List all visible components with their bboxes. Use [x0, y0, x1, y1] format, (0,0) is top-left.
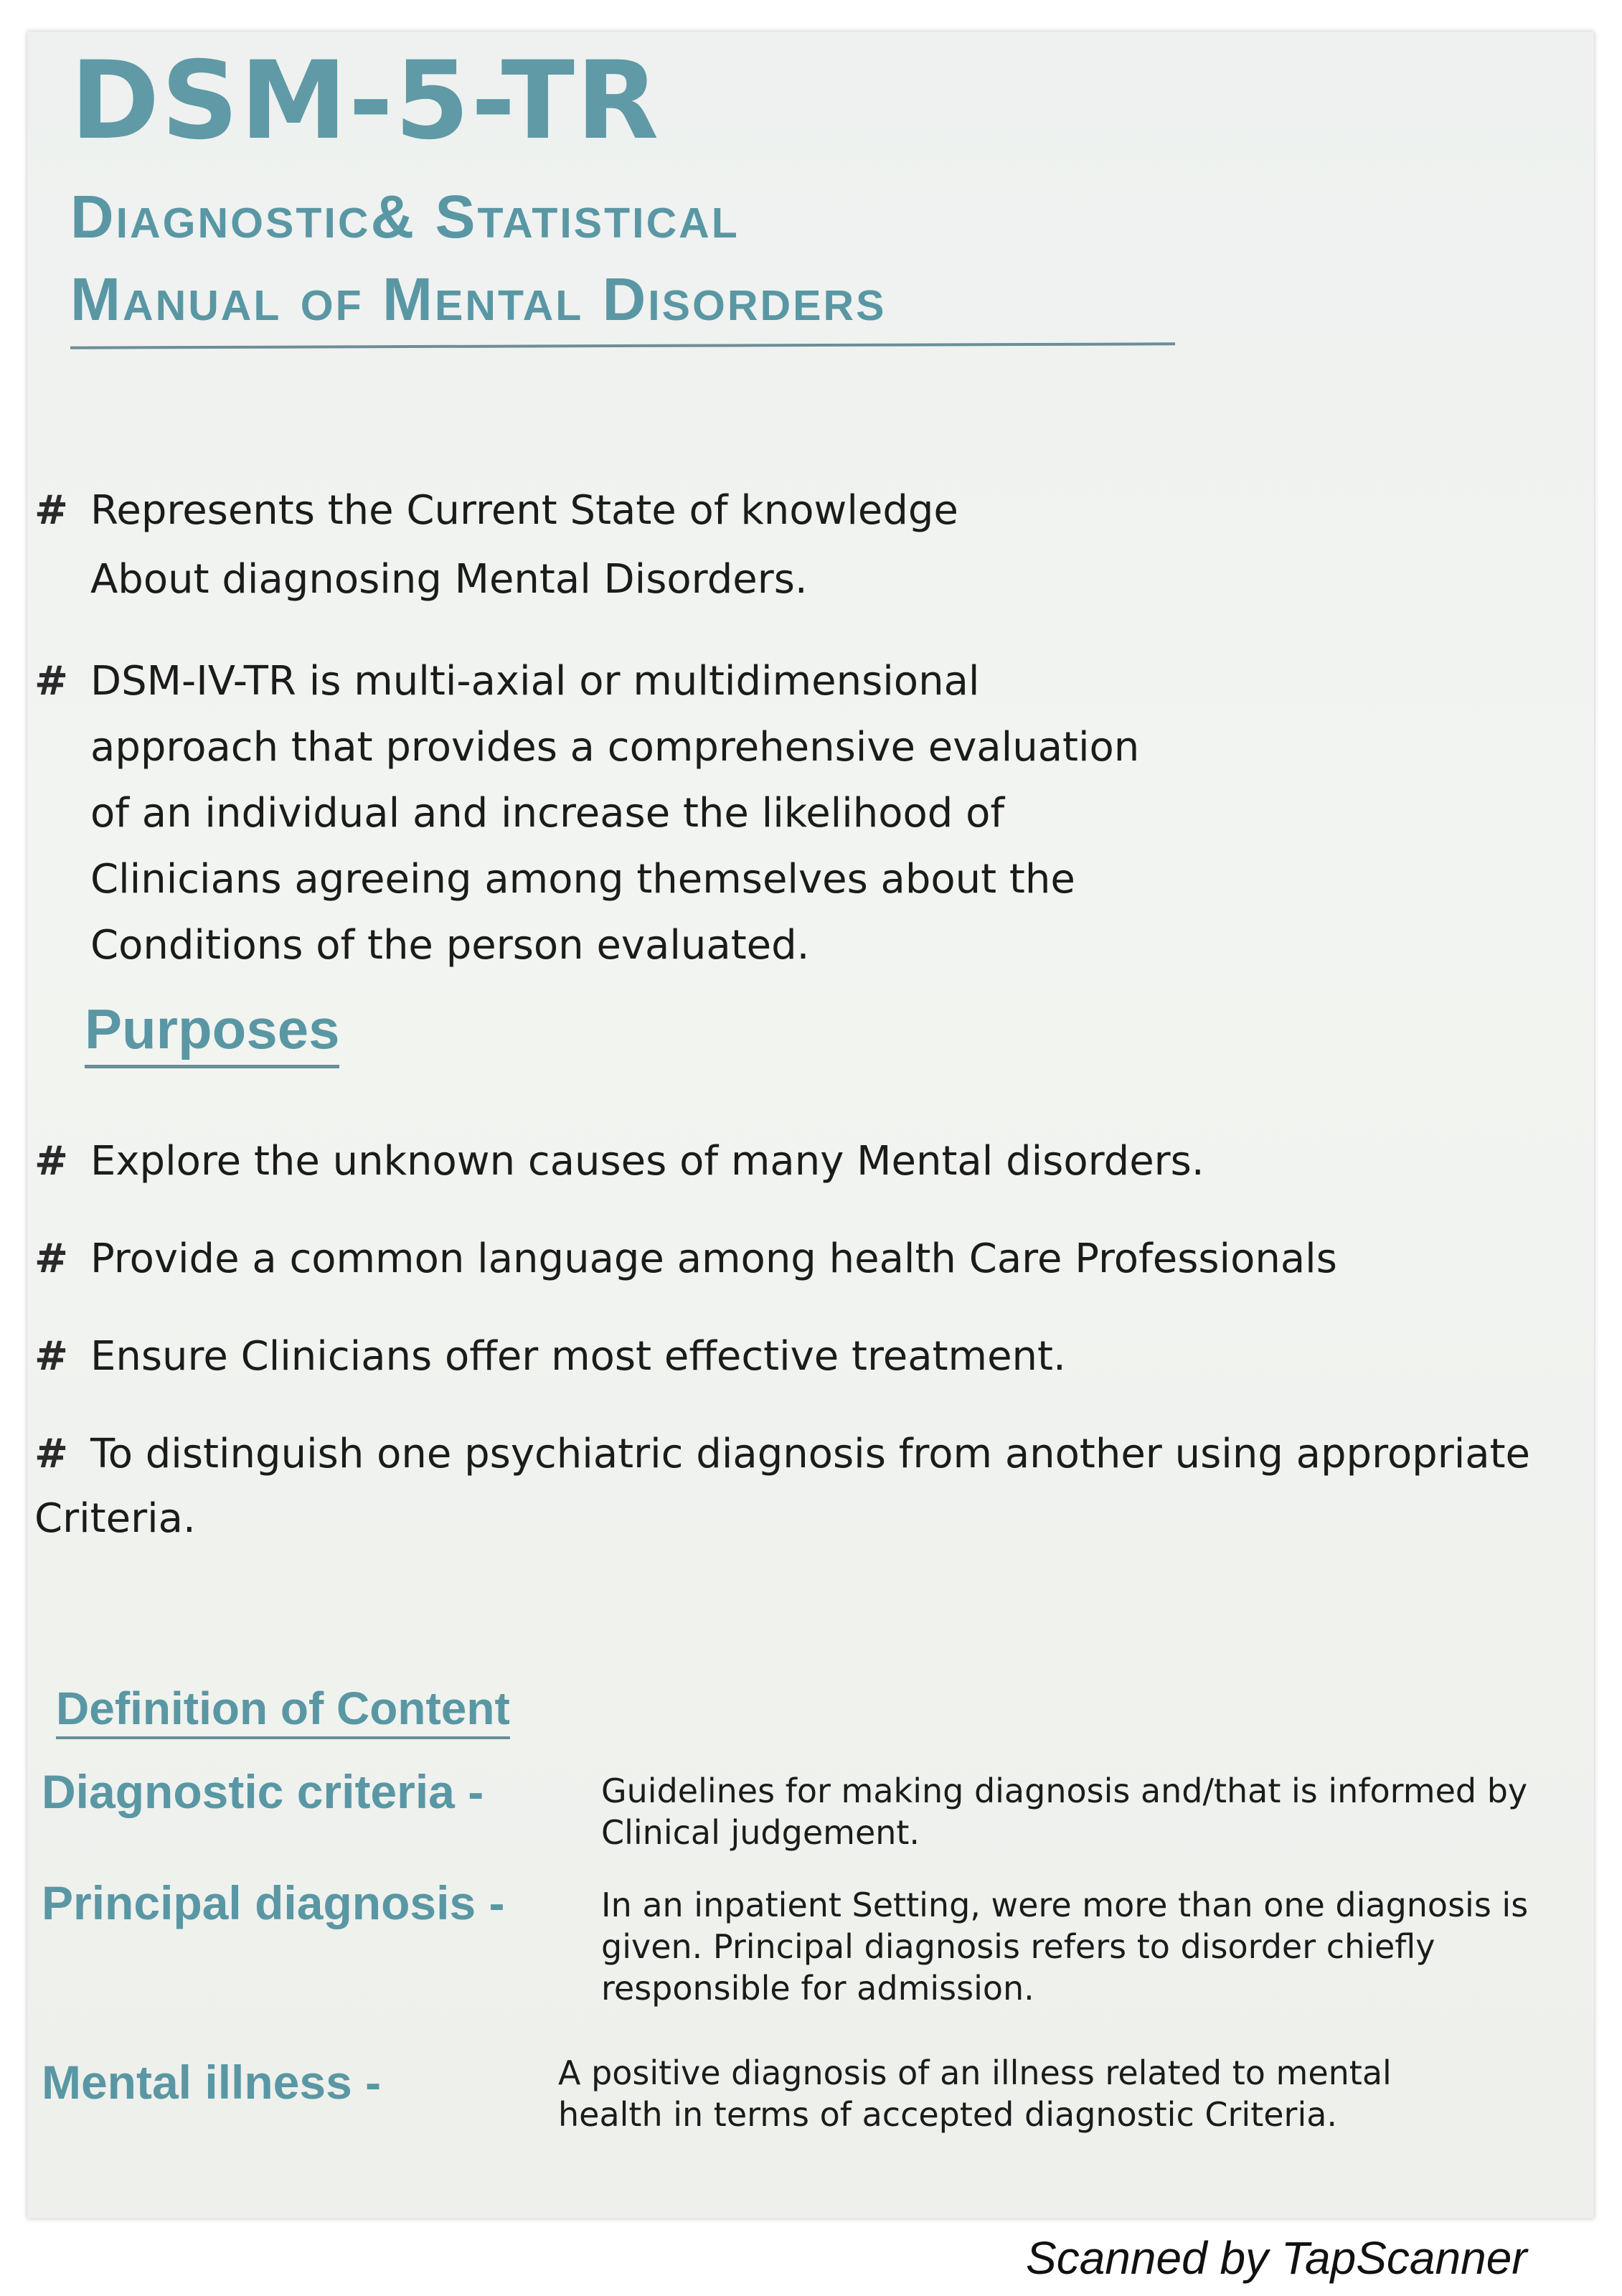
intro-2-line-1: DSM-IV-TR is multi-axial or multidimensional [90, 658, 980, 705]
definition-term: Principal diagnosis - [42, 1876, 505, 1929]
subtitle-line-2: Manual of Mental Disorders [70, 265, 887, 333]
intro-1-line-2: About diagnosing Mental Disorders. [90, 556, 808, 603]
definition-description: Guidelines for making diagnosis and/that is informed by Clinical judgement. [601, 1772, 1528, 1852]
purpose-text: Ensure Clinicians offer most effective treatment. [90, 1333, 1066, 1380]
intro-paragraph-2 [34, 649, 1541, 979]
hash-bullet: # [34, 487, 68, 534]
purposes-list [34, 1129, 1541, 1584]
intro-2-line-3: of an individual and increase the likelihood of [90, 790, 1005, 837]
hash-bullet: # [34, 1236, 68, 1282]
hash-bullet: # [34, 1333, 68, 1380]
definition-term: Diagnostic criteria - [42, 1765, 484, 1818]
definitions-heading: Definition of Content [56, 1682, 510, 1739]
hash-bullet: # [34, 658, 68, 705]
title-underline [70, 342, 1175, 349]
hash-bullet: # [34, 1431, 68, 1477]
definition-description: In an inpatient Setting, were more than one diagnosis is given. Principal diagnosis refers to disorder chiefly responsible for admission. [601, 1886, 1529, 2008]
intro-2-line-2: approach that provides a comprehensive evaluation [90, 724, 1140, 771]
intro-paragraph-1 [34, 476, 1541, 614]
purposes-heading: Purposes [85, 997, 339, 1068]
list-item [34, 1422, 1541, 1551]
intro-2-line-5: Conditions of the person evaluated. [90, 922, 810, 969]
purpose-text: To distinguish one psychiatric diagnosis from another using appropriate Criteria. [34, 1431, 1531, 1542]
subtitle-line-1: Diagnostic& Statistical [70, 183, 740, 250]
page-title: DSM-5-TR [70, 39, 661, 164]
hash-bullet: # [34, 1138, 68, 1185]
scanner-watermark: Scanned by TapScanner [1026, 2232, 1527, 2284]
purpose-text: Explore the unknown causes of many Mental disorders. [90, 1138, 1204, 1185]
notebook-page [27, 32, 1594, 2219]
list-item [34, 1129, 1541, 1194]
list-item [34, 1227, 1541, 1292]
intro-1-line-1: Represents the Current State of knowledge [90, 487, 958, 534]
list-item [34, 1325, 1541, 1389]
purpose-text: Provide a common language among health Care Professionals [90, 1236, 1337, 1282]
definition-term: Mental illness - [42, 2056, 382, 2109]
intro-2-line-4: Clinicians agreeing among themselves about the [90, 856, 1075, 903]
definition-description: A positive diagnosis of an illness related to mental health in terms of accepted diagnostic Criteria. [558, 2053, 1392, 2134]
